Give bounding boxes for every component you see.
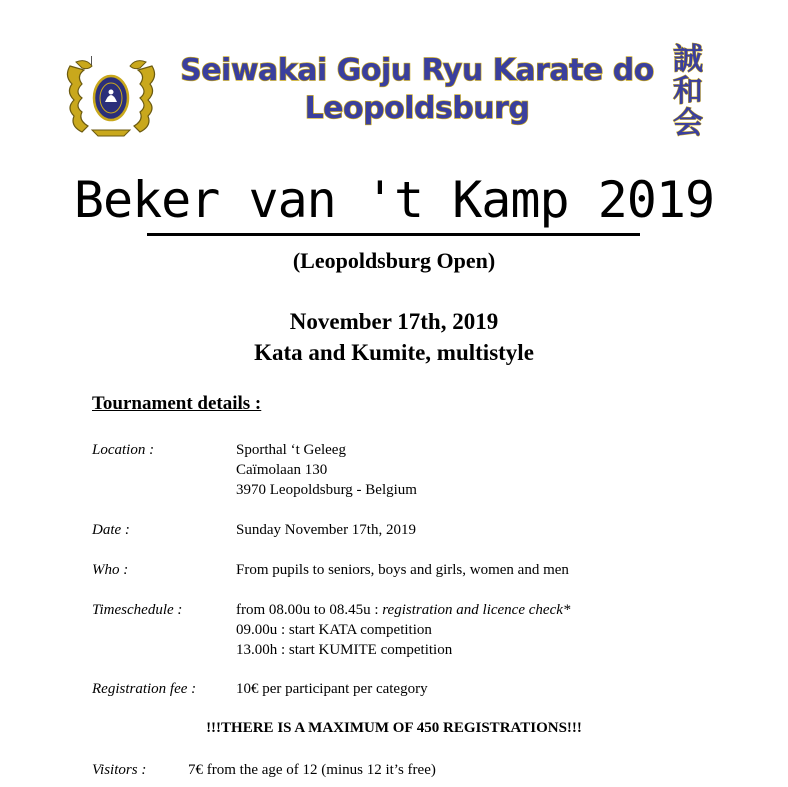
event-style: Kata and Kumite, multistyle <box>254 340 534 365</box>
kanji-char-2: 和 <box>673 74 703 109</box>
location-line-2: Caïmolaan 130 <box>236 462 328 478</box>
who-label: Who : <box>92 562 129 578</box>
timeschedule-line-3: 13.00h : start KUMITE competition <box>236 642 453 658</box>
who-value: From pupils to seniors, boys and girls, women and men <box>236 562 569 578</box>
timeschedule-line-1-time: from 08.00u to 08.45u : <box>236 602 383 618</box>
registration-limit-warning: !!!THERE IS A MAXIMUM OF 450 REGISTRATIONS!!! <box>206 720 582 736</box>
location-line-3: 3970 Leopoldsburg - Belgium <box>236 482 417 498</box>
club-name-line1: Seiwakai Goju Ryu Karate do <box>180 53 654 88</box>
timeschedule-line-1 <box>236 600 570 620</box>
kanji-char-1: 誠 <box>673 42 703 77</box>
event-title: Beker van 't Kamp 2019 <box>73 171 715 229</box>
location-label: Location : <box>92 442 155 458</box>
kanji-char-3: 会 <box>673 106 703 141</box>
club-name-line2: Leopoldsburg <box>304 91 530 126</box>
fee-value: 10€ per participant per category <box>236 681 428 697</box>
timeschedule-line-2: 09.00u : start KATA competition <box>236 622 432 638</box>
dragon-emblem-logo <box>62 56 160 140</box>
date-label: Date : <box>92 522 130 538</box>
club-name <box>172 52 662 128</box>
visitors-value: 7€ from the age of 12 (minus 12 it’s free) <box>188 762 436 778</box>
location-line-1: Sporthal ‘t Geleeg <box>236 442 346 458</box>
fee-label: Registration fee : <box>92 681 197 697</box>
visitors-label: Visitors : <box>92 762 147 778</box>
timeschedule-line-1-note: registration and licence check* <box>382 602 571 618</box>
event-subtitle: (Leopoldsburg Open) <box>292 248 496 273</box>
timeschedule-label: Timeschedule : <box>92 602 183 618</box>
title-underline <box>147 233 640 236</box>
event-date: November 17th, 2019 <box>289 309 499 334</box>
section-heading: Tournament details : <box>92 393 262 414</box>
kanji-logo <box>664 44 712 140</box>
date-value: Sunday November 17th, 2019 <box>236 522 416 538</box>
dragon-emblem-icon <box>62 56 160 140</box>
